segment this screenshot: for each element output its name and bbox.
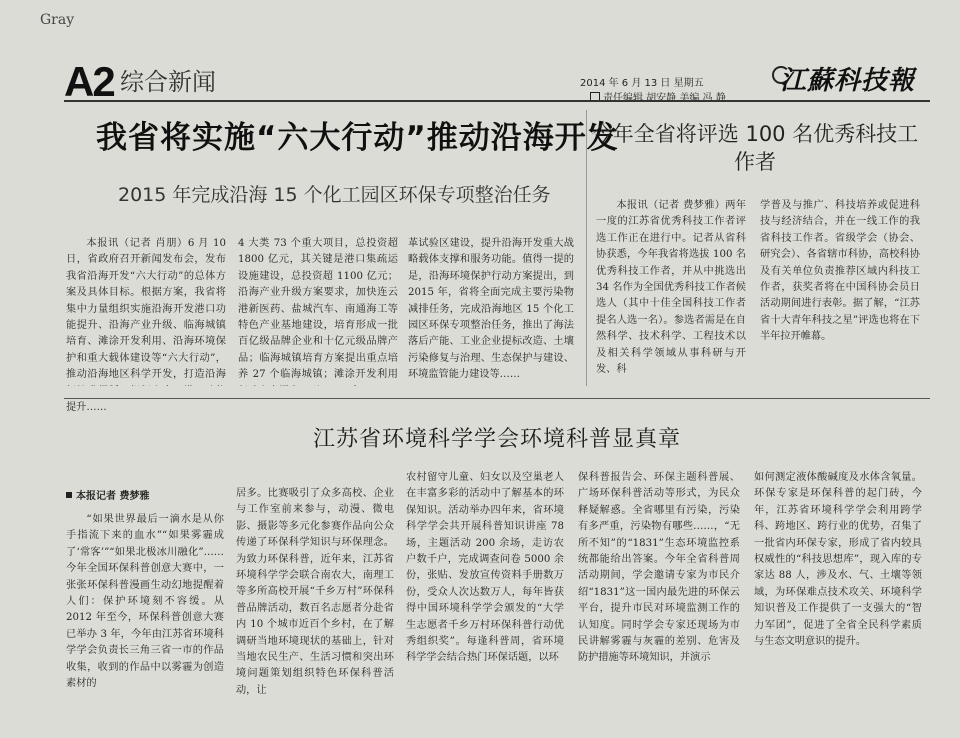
article2-headline: 今年全省将评选 100 名优秀科技工作者 — [591, 122, 919, 174]
byline-square-icon — [66, 492, 72, 498]
article3-column-4 — [578, 470, 740, 728]
column-divider — [586, 110, 587, 388]
header-rule — [64, 100, 930, 102]
article3-headline: 江苏省环境科学学会环境科普显真章 — [312, 427, 681, 452]
issue-date: 2014 年 6 月 13 日 星期五 — [580, 78, 704, 89]
scan-label: Gray — [40, 12, 75, 28]
section-code: A2 — [64, 58, 114, 105]
article1-subhead: 2015 年完成沿海 15 个化工园区环保专项整治任务 — [118, 184, 551, 206]
article1-column-3 — [408, 236, 574, 388]
article2-column-2 — [760, 198, 920, 368]
article1-col3-text: 革试验区建设，提升沿海开发重大战略载体支撑和服务功能。值得一提的是，沿海环境保护行动方案提出，到 2015 年，省将全面完成主要污染物减排任务，完成沿海地区 15 个化工园区环保专项整治任务，推出了海法落后产能、工业企业提标改造、土壤污染修复与治理、生态保护与建设、环境监管能力建设等…… — [408, 238, 574, 381]
article3-col5-text: 如何测定液体酸碱度及水体含氧量。环保专家是环保科普的起门砖，今年，江苏省环境科学学会利用跨学科、跨地区、跨行业的优势，召集了一批省内环保专家，形成了省内较具权威性的“科技思想库”，现入库的专家达 88 人，涉及水、气、土壤等领域，为环保难点技术攻关、环境科学知识普及工作提供了一支强大的“智力军团”，促进了全省全民科学素质与生态文明意识的提升。 — [754, 472, 922, 648]
article3-column-3 — [406, 470, 564, 728]
article2-col1-text: 本报讯（记者 费梦雅）两年一度的江苏省优秀科技工作者评选工作正在进行中。记者从省科协获悉，今年我省将选拔 100 名优秀科技工作者，并从中挑选出 34 名作为全国优秀科技工作者候选人（其中十佳全国科技工作者提名人选一名）。参选者需是在自然科学、技术科学、工程技术以及相关科学领域从事科研与开发、科 — [596, 200, 746, 376]
article3-col4-text: 保科普报告会、环保主题科普展、广场环保科普活动等形式，为民众释疑解惑。全省哪里有污染，污染有多严重，污染物有哪些……，“无所不知”的“1831”生态环境监控系统都能给出答案。今年全省科普周活动期间，学会邀请专家为市民介绍“1831”这一国内最先进的环保云平台，提升市民对环境监测工作的认知度。同时学会专家还现场为市民讲解雾霾与灰霾的差别、危害及防护措施等环境知识，并演示 — [578, 472, 740, 664]
editors-text: 责任编辑 胡安静 美编 冯 静 — [603, 93, 726, 104]
article3-col3-text: 农村留守儿童、妇女以及空巢老人在丰富多彩的活动中了解基本的环保知识。活动举办四年来，省环境科学学会共开展科普知识讲座 78 场，主题活动 200 余场，走访农户数千户，完成调查问卷 5000 余份，张贴、发放宣传资料手册数万份，受众人次达数万人，每年皆获得中国环境科学学会颁发的“大学生志愿者千乡万村环保科普行动优秀组织奖”。每逢科普周，省环境科学学会结合热门环保话题，以环 — [406, 472, 564, 664]
article2-col2-text: 学普及与推广、科技培养或促进科技与经济结合，并在一线工作的我省科技工作者。省级学会（协会、研究会）、各省辖市科协，高校科协及有关单位负责推荐区域内科技工作者，获奖者将在中国科协会员日活动期间进行表彰。据了解，“江苏省十大青年科技之星”评选也将在下半年拉开帷幕。 — [760, 200, 920, 343]
article1-column-1 — [66, 236, 226, 414]
article1-column-2 — [238, 236, 398, 388]
article3-column-5 — [754, 470, 922, 728]
section-rule — [64, 398, 930, 399]
masthead-logo: 江蘇科技報 — [780, 66, 916, 96]
article3-col2-text: 居多。比赛吸引了众多高校、企业与工作室前来参与，动漫、微电影、摄影等多元化参赛作品向公众传递了环保科学知识与环保理念。为致力环保科普，近年来，江苏省环境科学学会联合南农大，南理工等多所高校开展“千乡万村”环保科普品牌活动，数百名志愿者分赴省内 10 个城市近百个乡村，在了解调研当地环境现状的基础上，针对当地农民生产、生活习惯和突出环境问题策划组织特色环保科普活动，让 — [236, 488, 394, 696]
article3-byline — [66, 487, 149, 502]
article1-col2-text: 4 大类 73 个重大项目，总投资超 1800 亿元，其关键是港口集疏运设施建设，总投资超 1100 亿元；沿海产业升级方案要求，加快连云港新医药、盐城汽车、南通海工等特色产业基地建设，培育形成一批百亿级品牌企业和十亿元级品牌产品；临海城镇培育方案提出重点培养 27 个临海城镇；滩涂开发利用 — [238, 238, 398, 381]
article2-column-1 — [596, 198, 746, 376]
article3-byline-text: 本报记者 费梦雅 — [76, 491, 150, 502]
article1-headline: 我省将实施“六大行动”推动沿海开发 — [96, 120, 619, 156]
article1-col1-text: 本报讯（记者 肖朋）6 月 10 日，省政府召开新闻发布会，发布我省沿海开发“六大行动”的总体方案及具体目标。根据方案，我省将集中力量组织实施沿海开发港口功能提升、沿海产业升级、临海城镇培育、滩涂开发利用、沿海环境保护和重大载体建设等“六大行动”，推动沿海地区科学开发，打造沿海 提升…… — [66, 238, 226, 414]
article3-column-2 — [236, 486, 394, 728]
article3-column-1 — [66, 512, 224, 728]
article3-col1-text: “如果世界最后一滴水是从你手指流下来的血水”“如果雾霾成了‘常客’”“如果北极冰川融化”……今年全国环保科普创意大赛中，一张张环保科普漫画生动幻地提醒着人们：保护环境刻不容缓。从 2012 年至今，环保科普创意大赛已举办 3 年，今年由江苏省环境科学学会负责长三角三省一市的作品收集，收到的作品中以雾霾为创造素材的 — [66, 514, 224, 690]
section-name: 综合新闻 — [120, 68, 216, 96]
